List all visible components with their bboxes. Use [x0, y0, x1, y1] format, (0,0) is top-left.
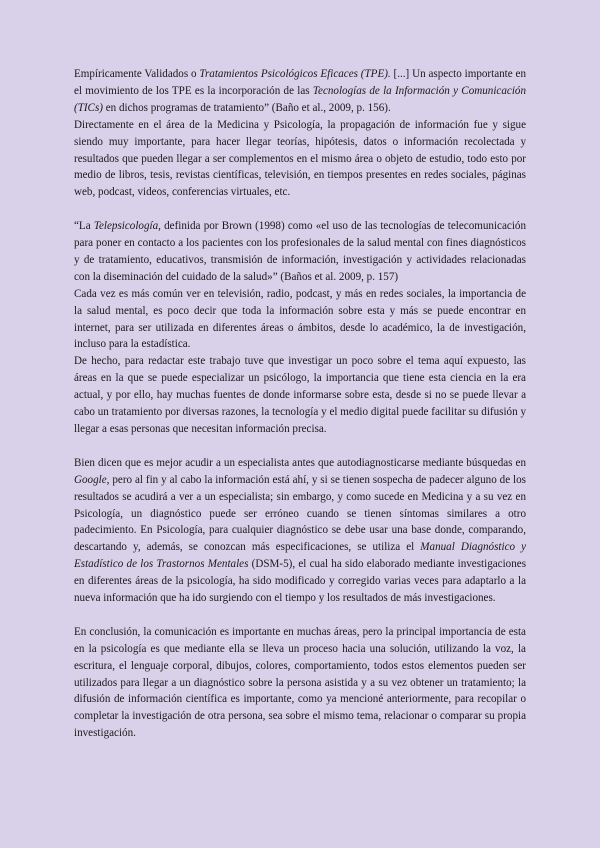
- text-run: (DSM-5), el cual ha sido elaborado mediante investigaciones en diferentes áreas de la psicología, ha sido modificado y corregido varias veces para adaptarlo a la nueva información que ha ido surgiendo con el tiempo y los resultados de más investigaciones.: [74, 558, 527, 605]
- paragraph-conclusion: En conclusión, la comunicación es importante en muchas áreas, pero la principal importancia de esta en la psicología es que mediante ella se lleva un proceso hacia una solución, utilizando la voz, la escritura, el lenguaje corporal, dibujos, colores, comportamiento, todos estos elementos pueden ser utilizados para llegar a un diagnóstico sobre la persona asistida y a su vez obtener un tratamiento; la difusión de información científica es importante, como ya mencioné anteriormente, para recopilar o completar la investigación de otra persona, sea sobre el mismo tema, relacionar o comparar su propia investigación.: [74, 625, 526, 740]
- document-body: [74, 66, 526, 742]
- italic-term: Google,: [74, 473, 110, 486]
- paragraph-spacer: [74, 607, 526, 624]
- text-run: “La: [74, 220, 94, 233]
- text-run: Bien dicen que es mejor acudir a un especialista antes que autodiagnosticarse mediante búsquedas en: [74, 456, 526, 469]
- paragraph-propagation: Directamente en el área de la Medicina y Psicología, la propagación de información fue y sigue siendo muy importante, para hacer llegar teorías, hipótesis, datos o información recolectada y resultados que pueden llegar a ser complementos en el mismo área o objeto de estudio, todo esto por medio de libros, tesis, revistas científicas, televisión, en tiempos presentes en redes sociales, páginas web, podcast, videos, conferencias virtuales, etc.: [74, 118, 526, 199]
- italic-term: Manual Diagnóstico y Estadístico de los Trastornos Mentales: [74, 541, 526, 571]
- italic-term: Telepsicología,: [93, 220, 161, 233]
- text-run: pero al fin y al cabo la información está ahí, y si se tienen sospecha de padecer alguno de los resultados se acudirá a ver a un especialista; sin embargo, y como sucede en Medicina y a su vez en Psicología, un diagnóstico puede ser erróneo cuando se tienen síntomas similares a otro padecimiento. En Psicología, para cualquier diagnóstico se debe usar una base donde, comparando, descartando y, además, se conozcan más especificaciones, se utiliza el: [74, 473, 526, 554]
- paragraph-diagnosis: [74, 455, 526, 607]
- paragraph-tpe-quote: [74, 66, 526, 117]
- italic-term: Tratamientos Psicológicos Eficaces (TPE).: [199, 68, 391, 80]
- text-run: en dichos programas de tratamiento” (Baño et al., 2009, p. 156).: [102, 101, 391, 114]
- italic-term: Tecnologías de la Información y Comunicación (TICs): [74, 84, 526, 114]
- paragraph-spacer: [74, 438, 526, 455]
- text-run: [...] Un aspecto importante en el movimiento de los TPE es la incorporación de las: [74, 68, 526, 97]
- text-run: definida por Brown (1998) como «el uso de las tecnologías de telecomunicación para poner en contacto a los pacientes con los profesionales de la salud mental con fines diagnósticos y de tratamiento, educativos, transmisión de información, investigación y actividades relacionadas con la diseminación del cuidado de la salud»” (Baños et al. 2009, p. 157): [74, 220, 526, 283]
- paragraph-telepsychology-quote: [74, 218, 526, 286]
- text-run: Empíricamente Validados o: [74, 68, 200, 80]
- paragraph-mental-health: Cada vez es más común ver en televisión, radio, podcast, y más en redes sociales, la importancia de la salud mental, es poco decir que toda la información sobre esta y más se puede encontrar en internet, para ser utilizada en diferentes áreas o ámbitos, desde lo académico, la de investigación, incluso para la estadística.: [74, 287, 526, 351]
- paragraph-spacer: [74, 201, 526, 218]
- paragraph-research: De hecho, para redactar este trabajo tuve que investigar un poco sobre el tema aquí expuesto, las áreas en la que se puede especializar un psicólogo, la importancia que tiene esta ciencia en la era actual, y por ello, hay muchas fuentes de donde informarse sobre esta, desde si no se puede llevar a cabo un tratamiento por diversas razones, la tecnología y el medio digital puede facilitar su difusión y llegar a esas personas que necesitan información precisa.: [74, 355, 526, 436]
